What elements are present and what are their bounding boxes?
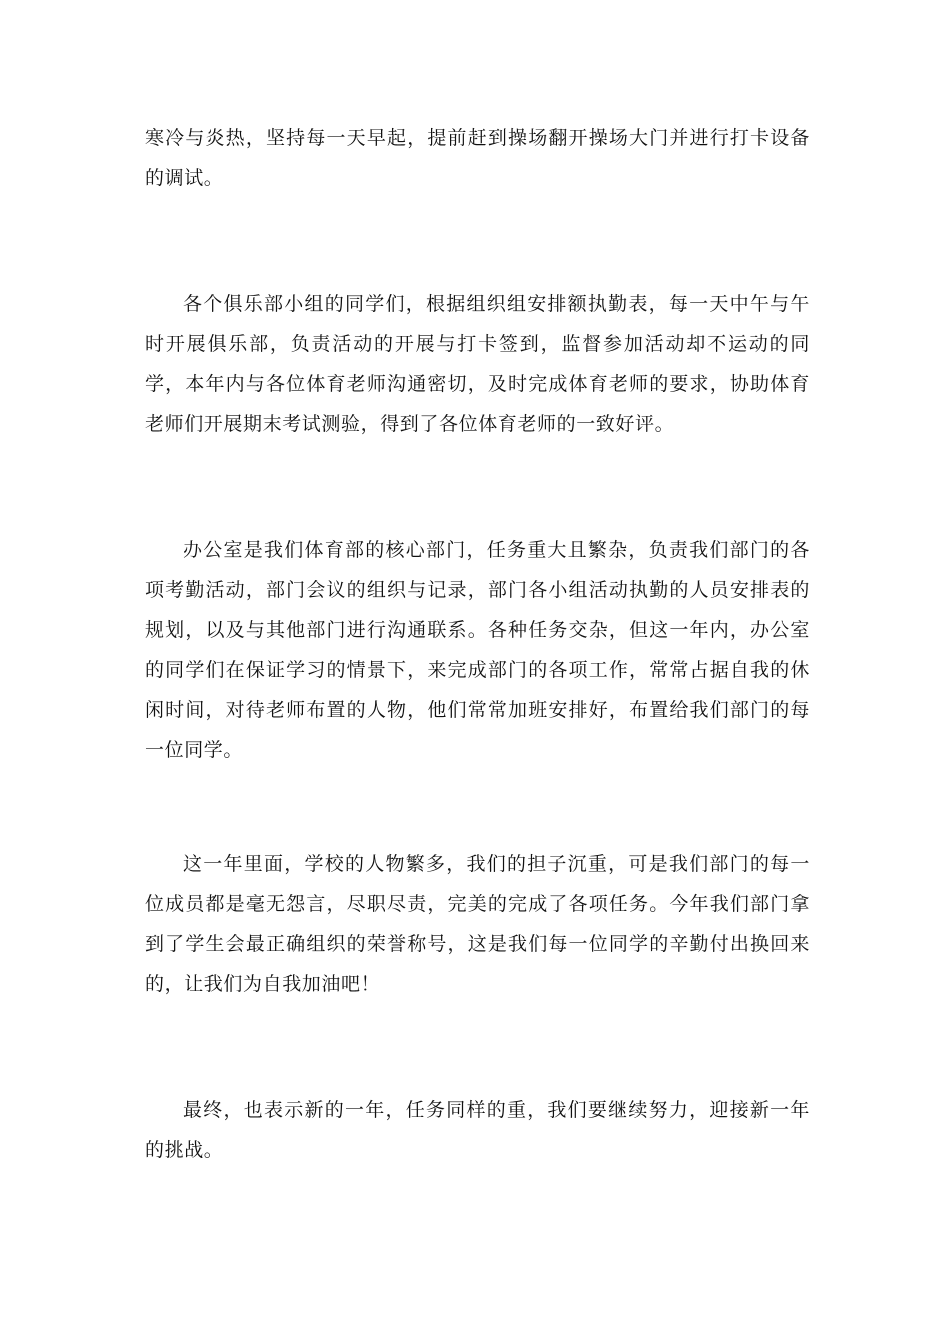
paragraph-spacer <box>145 770 810 844</box>
document-body <box>145 118 810 1170</box>
paragraph-1: 寒冷与炎热，坚持每一天早起，提前赶到操场翻开操场大门并进行打卡设备的调试。 <box>145 127 810 189</box>
paragraph-3: 办公室是我们体育部的核心部门，任务重大且繁杂，负责我们部门的各项考勤活动，部门会议的组织与记录，部门各小组活动执勤的人员安排表的规划，以及与其他部门进行沟通联系。各种任务交杂，但这一年内，办公室的同学们在保证学习的情景下，来完成部门的各项工作，常常占据自我的休闲时间，对待老师布置的人物，他们常常加班安排好，布置给我们部门的每一位同学。 <box>145 539 810 761</box>
paragraph-spacer <box>145 198 810 284</box>
paragraph-4: 这一年里面，学校的人物繁多，我们的担子沉重，可是我们部门的每一位成员都是毫无怨言，尽职尽责，完美的完成了各项任务。今年我们部门拿到了学生会最正确组织的荣誉称号，这是我们每一位同学的辛勤付出换回来的，让我们为自我加油吧！ <box>145 853 810 995</box>
paragraph-spacer <box>145 444 810 530</box>
paragraph-2: 各个俱乐部小组的同学们，根据组织组安排额执勤表，每一天中午与午时开展俱乐部，负责活动的开展与打卡签到，监督参加活动却不运动的同学，本年内与各位体育老师沟通密切，及时完成体育老师的要求，协助体育老师们开展期末考试测验，得到了各位体育老师的一致好评。 <box>145 293 810 435</box>
paragraph-5: 最终，也表示新的一年，任务同样的重，我们要继续努力，迎接新一年的挑战。 <box>145 1099 810 1161</box>
paragraph-spacer <box>145 1004 810 1090</box>
